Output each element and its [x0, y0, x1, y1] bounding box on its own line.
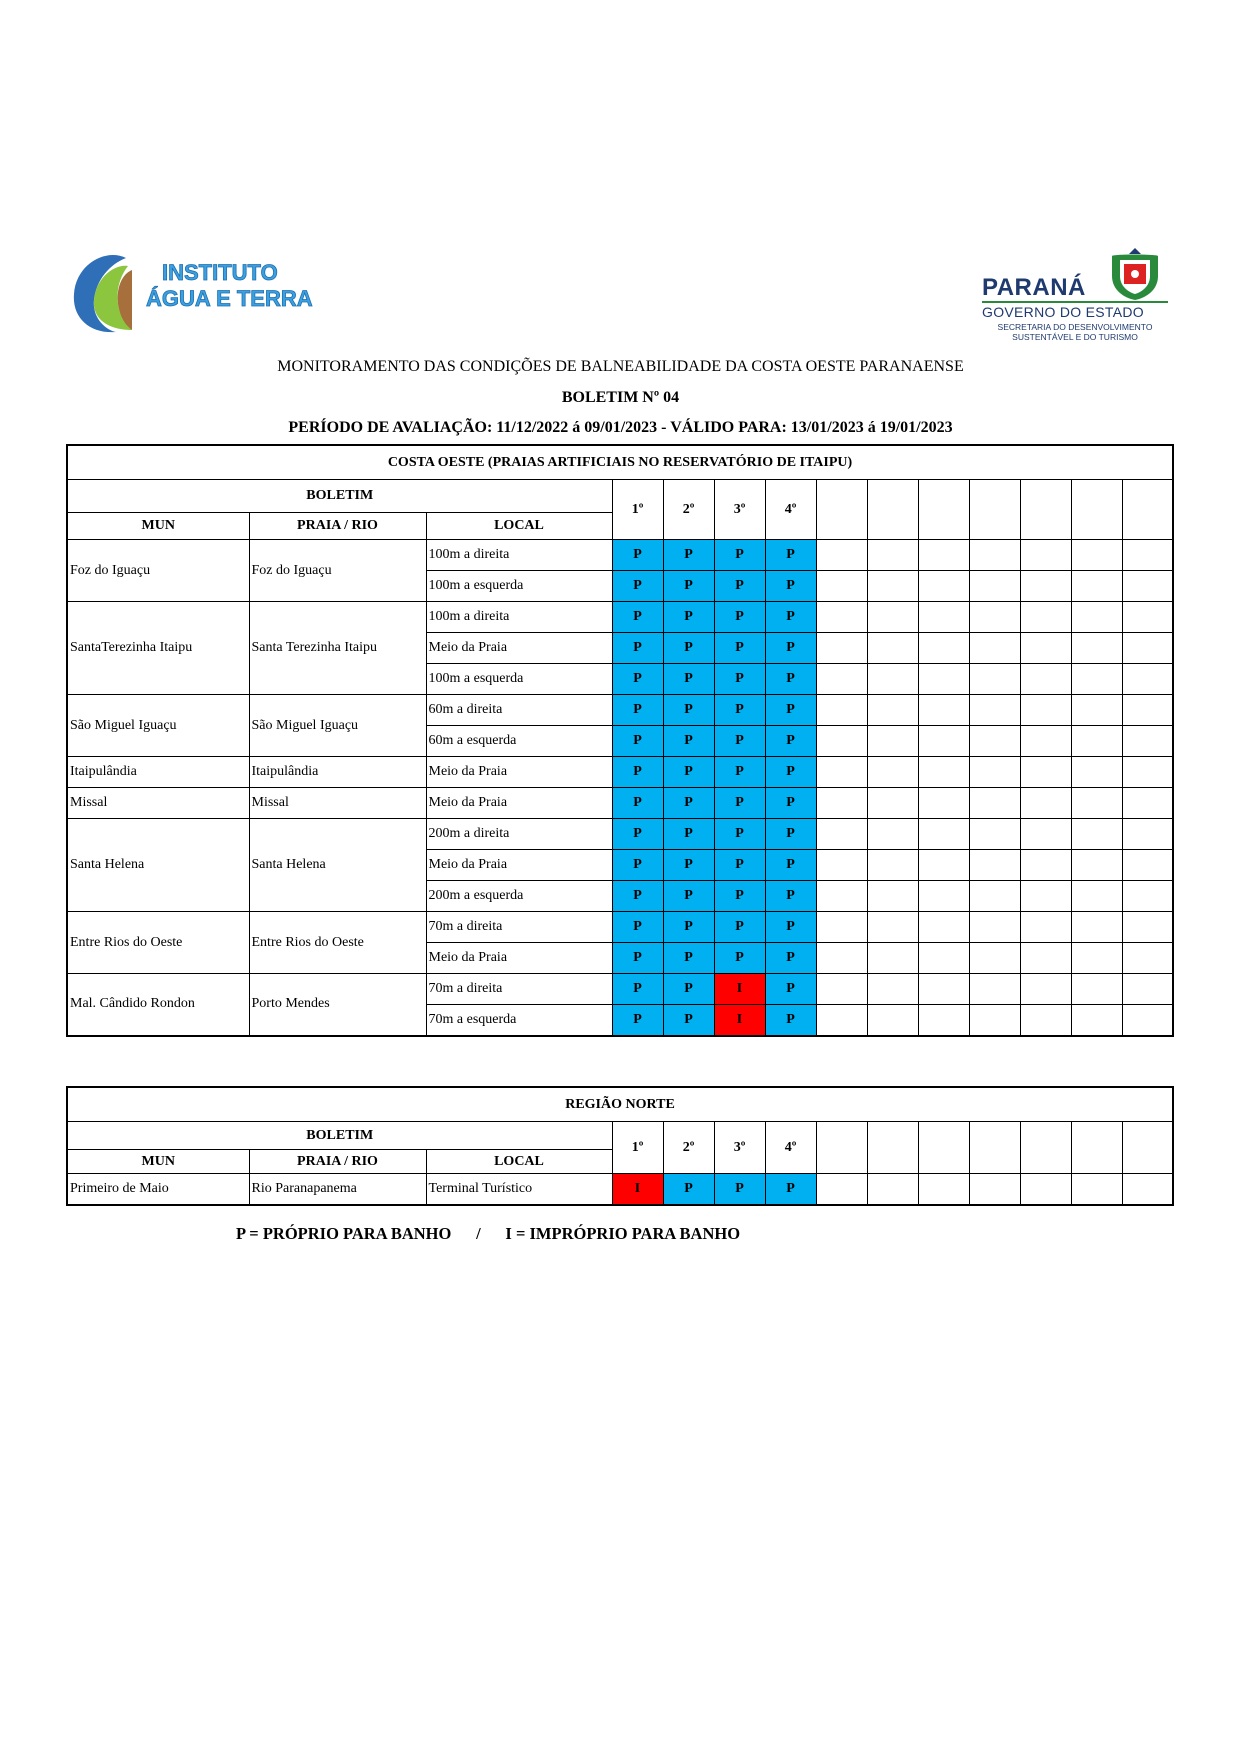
municipio-cell: Mal. Cândido Rondon	[67, 974, 249, 1036]
empty-cell	[918, 602, 969, 633]
empty-cell	[867, 850, 918, 881]
result-cell: P	[714, 664, 765, 695]
logo-divider	[982, 301, 1168, 303]
empty-cell	[1020, 912, 1071, 943]
result-cell: I	[714, 1005, 765, 1036]
empty-cell	[1122, 602, 1173, 633]
municipio-cell: São Miguel Iguaçu	[67, 695, 249, 757]
result-cell: P	[612, 943, 663, 974]
local-cell: 200m a esquerda	[426, 881, 612, 912]
empty-cell	[867, 1005, 918, 1036]
local-cell: Meio da Praia	[426, 757, 612, 788]
bulletin-col-1: 1º	[612, 480, 663, 540]
local-cell: 100m a direita	[426, 602, 612, 633]
empty-cell	[1071, 819, 1122, 850]
empty-cell	[1071, 881, 1122, 912]
mun-header: MUN	[67, 513, 249, 540]
empty-cell	[1071, 664, 1122, 695]
empty-cell	[867, 757, 918, 788]
local-cell: Meio da Praia	[426, 943, 612, 974]
result-cell: P	[765, 602, 816, 633]
empty-cell	[1122, 974, 1173, 1005]
result-cell: P	[612, 1005, 663, 1036]
evaluation-period: PERÍODO DE AVALIAÇÃO: 11/12/2022 á 09/01/2023 - VÁLIDO PARA: 13/01/2023 á 19/01/2023	[288, 419, 953, 436]
praia-cell: Missal	[249, 788, 426, 819]
regiao-norte-table	[66, 1086, 1174, 1206]
result-cell: P	[663, 912, 714, 943]
empty-cell	[918, 633, 969, 664]
empty-col-header	[1071, 480, 1122, 540]
empty-cell	[918, 974, 969, 1005]
result-cell: P	[714, 695, 765, 726]
empty-cell	[1122, 571, 1173, 602]
empty-cell	[1020, 726, 1071, 757]
secretaria-line2: SUSTENTÁVEL E DO TURISMO	[1012, 332, 1138, 342]
result-cell: P	[612, 633, 663, 664]
result-cell: P	[765, 757, 816, 788]
empty-cell	[867, 571, 918, 602]
empty-cell	[1020, 540, 1071, 571]
result-cell: P	[663, 788, 714, 819]
empty-cell	[918, 757, 969, 788]
result-cell: P	[663, 974, 714, 1005]
bulletin-col-4: 4º	[765, 480, 816, 540]
table-row	[67, 912, 1173, 943]
empty-cell	[1071, 850, 1122, 881]
result-cell: P	[714, 540, 765, 571]
table-row	[67, 819, 1173, 850]
result-cell: P	[714, 943, 765, 974]
empty-cell	[867, 788, 918, 819]
table-title: REGIÃO NORTE	[67, 1087, 1173, 1122]
empty-cell	[969, 974, 1020, 1005]
empty-cell	[867, 695, 918, 726]
result-cell: P	[663, 633, 714, 664]
municipio-cell: Itaipulândia	[67, 757, 249, 788]
result-cell: P	[663, 850, 714, 881]
empty-cell	[1122, 757, 1173, 788]
empty-cell	[1020, 788, 1071, 819]
empty-cell	[969, 695, 1020, 726]
empty-cell	[1122, 912, 1173, 943]
empty-cell	[1020, 757, 1071, 788]
municipio-cell: Entre Rios do Oeste	[67, 912, 249, 974]
result-cell: P	[765, 850, 816, 881]
boletim-header: BOLETIM	[67, 480, 612, 513]
result-cell: I	[714, 974, 765, 1005]
empty-cell	[1122, 1174, 1173, 1205]
empty-cell	[969, 912, 1020, 943]
empty-cell	[1020, 1174, 1071, 1205]
empty-col-header	[816, 480, 867, 540]
empty-cell	[867, 602, 918, 633]
empty-cell	[816, 540, 867, 571]
empty-cell	[918, 850, 969, 881]
result-cell: P	[612, 726, 663, 757]
empty-cell	[969, 664, 1020, 695]
parana-title: PARANÁ	[982, 274, 1086, 301]
table-row	[67, 1174, 1173, 1205]
empty-cell	[918, 695, 969, 726]
bulletin-col-3: 3º	[714, 480, 765, 540]
local-cell: 70m a esquerda	[426, 1005, 612, 1036]
result-cell: P	[612, 757, 663, 788]
empty-col-header	[1020, 480, 1071, 540]
empty-cell	[867, 881, 918, 912]
local-cell: Meio da Praia	[426, 850, 612, 881]
praia-cell: Entre Rios do Oeste	[249, 912, 426, 974]
result-cell: P	[765, 571, 816, 602]
result-cell: P	[612, 850, 663, 881]
empty-cell	[816, 788, 867, 819]
local-cell: 70m a direita	[426, 974, 612, 1005]
empty-cell	[918, 726, 969, 757]
result-cell: P	[663, 664, 714, 695]
empty-cell	[969, 881, 1020, 912]
result-cell: P	[765, 664, 816, 695]
result-cell: P	[612, 571, 663, 602]
empty-cell	[816, 757, 867, 788]
empty-cell	[816, 850, 867, 881]
municipio-cell: SantaTerezinha Itaipu	[67, 602, 249, 695]
bulletin-number: BOLETIM Nº 04	[561, 389, 680, 406]
bulletin-col-4: 4º	[765, 1122, 816, 1174]
result-cell: P	[612, 664, 663, 695]
praia-cell: Santa Helena	[249, 819, 426, 912]
empty-col-header	[918, 1122, 969, 1174]
empty-cell	[816, 602, 867, 633]
empty-cell	[918, 571, 969, 602]
result-cell: P	[612, 788, 663, 819]
empty-cell	[969, 788, 1020, 819]
empty-cell	[816, 695, 867, 726]
result-cell: P	[765, 1174, 816, 1205]
result-cell: P	[663, 943, 714, 974]
bulletin-col-2: 2º	[663, 1122, 714, 1174]
result-cell: P	[714, 819, 765, 850]
result-cell: P	[765, 1005, 816, 1036]
praia-header: PRAIA / RIO	[249, 513, 426, 540]
empty-cell	[918, 1174, 969, 1205]
empty-cell	[1020, 602, 1071, 633]
legend: P = PRÓPRIO PARA BANHO / I = IMPRÓPRIO PARA BANHO	[236, 1224, 741, 1243]
municipio-cell: Santa Helena	[67, 819, 249, 912]
empty-cell	[867, 912, 918, 943]
praia-cell: São Miguel Iguaçu	[249, 695, 426, 757]
result-cell: P	[714, 850, 765, 881]
result-cell: P	[714, 726, 765, 757]
empty-cell	[1071, 974, 1122, 1005]
empty-cell	[867, 633, 918, 664]
parana-governo-logo	[982, 246, 1172, 346]
empty-cell	[1020, 850, 1071, 881]
result-cell: P	[714, 571, 765, 602]
table-row	[67, 757, 1173, 788]
empty-col-header	[969, 1122, 1020, 1174]
empty-cell	[816, 881, 867, 912]
empty-cell	[918, 912, 969, 943]
table-row	[67, 695, 1173, 726]
empty-cell	[1122, 788, 1173, 819]
empty-cell	[816, 633, 867, 664]
result-cell: P	[714, 881, 765, 912]
local-cell: Meio da Praia	[426, 633, 612, 664]
local-cell: 100m a esquerda	[426, 571, 612, 602]
empty-cell	[969, 602, 1020, 633]
result-cell: P	[612, 540, 663, 571]
table-row	[67, 540, 1173, 571]
empty-cell	[1020, 974, 1071, 1005]
praia-cell: Itaipulândia	[249, 757, 426, 788]
table-row	[67, 602, 1173, 633]
bulletin-col-3: 3º	[714, 1122, 765, 1174]
local-cell: 200m a direita	[426, 819, 612, 850]
bulletin-col-1: 1º	[612, 1122, 663, 1174]
empty-cell	[816, 1174, 867, 1205]
empty-cell	[816, 726, 867, 757]
empty-col-header	[816, 1122, 867, 1174]
empty-cell	[1020, 881, 1071, 912]
empty-cell	[1122, 664, 1173, 695]
empty-cell	[867, 540, 918, 571]
empty-cell	[1071, 943, 1122, 974]
empty-cell	[816, 571, 867, 602]
empty-cell	[816, 974, 867, 1005]
table-row	[67, 788, 1173, 819]
municipio-cell: Primeiro de Maio	[67, 1174, 249, 1205]
result-cell: P	[765, 726, 816, 757]
empty-cell	[969, 757, 1020, 788]
result-cell: P	[663, 757, 714, 788]
result-cell: P	[612, 602, 663, 633]
empty-cell	[816, 1005, 867, 1036]
empty-cell	[1122, 695, 1173, 726]
empty-cell	[1020, 819, 1071, 850]
result-cell: P	[714, 757, 765, 788]
empty-cell	[918, 881, 969, 912]
bulletin-col-2: 2º	[663, 480, 714, 540]
empty-col-header	[867, 1122, 918, 1174]
result-cell: P	[765, 788, 816, 819]
empty-cell	[1020, 571, 1071, 602]
result-cell: P	[765, 912, 816, 943]
empty-cell	[867, 974, 918, 1005]
praia-cell: Porto Mendes	[249, 974, 426, 1036]
governo-subtitle: GOVERNO DO ESTADO	[982, 304, 1144, 320]
instituto-agua-e-terra-logo	[66, 244, 313, 336]
result-cell: P	[612, 819, 663, 850]
empty-cell	[816, 943, 867, 974]
costa-oeste-table	[66, 444, 1174, 1037]
result-cell: I	[612, 1174, 663, 1205]
empty-cell	[1071, 695, 1122, 726]
result-cell: P	[612, 974, 663, 1005]
local-cell: 60m a esquerda	[426, 726, 612, 757]
empty-col-header	[1122, 480, 1173, 540]
local-cell: 100m a esquerda	[426, 664, 612, 695]
empty-cell	[1071, 571, 1122, 602]
local-cell: 70m a direita	[426, 912, 612, 943]
result-cell: P	[714, 633, 765, 664]
empty-col-header	[867, 480, 918, 540]
empty-col-header	[1071, 1122, 1122, 1174]
document-title: MONITORAMENTO DAS CONDIÇÕES DE BALNEABILIDADE DA COSTA OESTE PARANAENSE	[277, 358, 964, 375]
result-cell: P	[663, 819, 714, 850]
empty-cell	[1071, 1005, 1122, 1036]
empty-col-header	[918, 480, 969, 540]
empty-cell	[867, 1174, 918, 1205]
result-cell: P	[663, 602, 714, 633]
mun-header: MUN	[67, 1150, 249, 1174]
empty-cell	[867, 943, 918, 974]
result-cell: P	[765, 633, 816, 664]
svg-text:ÁGUA E TERRA: ÁGUA E TERRA	[146, 286, 313, 311]
empty-cell	[918, 1005, 969, 1036]
empty-cell	[816, 664, 867, 695]
local-header: LOCAL	[426, 1150, 612, 1174]
empty-cell	[969, 819, 1020, 850]
empty-cell	[1122, 633, 1173, 664]
local-cell: Meio da Praia	[426, 788, 612, 819]
secretaria-line1: SECRETARIA DO DESENVOLVIMENTO	[997, 322, 1153, 332]
local-cell: Terminal Turístico	[426, 1174, 612, 1205]
local-cell: 100m a direita	[426, 540, 612, 571]
empty-cell	[969, 850, 1020, 881]
result-cell: P	[714, 788, 765, 819]
praia-cell: Foz do Iguaçu	[249, 540, 426, 602]
empty-cell	[1071, 633, 1122, 664]
result-cell: P	[612, 912, 663, 943]
empty-cell	[918, 664, 969, 695]
empty-cell	[969, 540, 1020, 571]
result-cell: P	[765, 540, 816, 571]
empty-cell	[1122, 540, 1173, 571]
empty-cell	[1071, 912, 1122, 943]
result-cell: P	[765, 943, 816, 974]
result-cell: P	[663, 695, 714, 726]
result-cell: P	[663, 1174, 714, 1205]
empty-cell	[1071, 788, 1122, 819]
empty-cell	[1020, 633, 1071, 664]
empty-cell	[1071, 602, 1122, 633]
praia-cell: Santa Terezinha Itaipu	[249, 602, 426, 695]
empty-cell	[1020, 664, 1071, 695]
result-cell: P	[663, 1005, 714, 1036]
result-cell: P	[765, 974, 816, 1005]
empty-cell	[1071, 540, 1122, 571]
result-cell: P	[714, 912, 765, 943]
empty-cell	[969, 943, 1020, 974]
empty-cell	[816, 819, 867, 850]
empty-cell	[918, 540, 969, 571]
empty-cell	[1122, 726, 1173, 757]
local-cell: 60m a direita	[426, 695, 612, 726]
empty-cell	[969, 1005, 1020, 1036]
local-header: LOCAL	[426, 513, 612, 540]
table-row	[67, 974, 1173, 1005]
result-cell: P	[663, 571, 714, 602]
empty-col-header	[969, 480, 1020, 540]
empty-cell	[867, 726, 918, 757]
empty-cell	[867, 819, 918, 850]
empty-cell	[1122, 881, 1173, 912]
result-cell: P	[663, 881, 714, 912]
empty-cell	[1122, 1005, 1173, 1036]
empty-cell	[918, 943, 969, 974]
result-cell: P	[765, 695, 816, 726]
result-cell: P	[765, 819, 816, 850]
result-cell: P	[663, 540, 714, 571]
empty-cell	[1020, 695, 1071, 726]
result-cell: P	[612, 695, 663, 726]
table-title: COSTA OESTE (PRAIAS ARTIFICIAIS NO RESERVATÓRIO DE ITAIPU)	[67, 445, 1173, 480]
empty-cell	[867, 664, 918, 695]
empty-cell	[969, 571, 1020, 602]
municipio-cell: Foz do Iguaçu	[67, 540, 249, 602]
empty-cell	[1020, 1005, 1071, 1036]
empty-cell	[1122, 850, 1173, 881]
result-cell: P	[714, 602, 765, 633]
empty-cell	[1071, 1174, 1122, 1205]
empty-cell	[1020, 943, 1071, 974]
empty-cell	[816, 912, 867, 943]
empty-cell	[1071, 757, 1122, 788]
empty-cell	[918, 819, 969, 850]
empty-col-header	[1020, 1122, 1071, 1174]
praia-cell: Rio Paranapanema	[249, 1174, 426, 1205]
praia-header: PRAIA / RIO	[249, 1150, 426, 1174]
empty-cell	[918, 788, 969, 819]
parana-crest-icon	[1106, 246, 1164, 302]
boletim-header: BOLETIM	[67, 1122, 612, 1150]
result-cell: P	[765, 881, 816, 912]
svg-text:INSTITUTO: INSTITUTO	[162, 260, 278, 285]
empty-cell	[969, 726, 1020, 757]
empty-cell	[969, 1174, 1020, 1205]
empty-cell	[1122, 819, 1173, 850]
municipio-cell: Missal	[67, 788, 249, 819]
empty-cell	[1122, 943, 1173, 974]
result-cell: P	[663, 726, 714, 757]
empty-cell	[1071, 726, 1122, 757]
result-cell: P	[612, 881, 663, 912]
empty-col-header	[1122, 1122, 1173, 1174]
empty-cell	[969, 633, 1020, 664]
result-cell: P	[714, 1174, 765, 1205]
